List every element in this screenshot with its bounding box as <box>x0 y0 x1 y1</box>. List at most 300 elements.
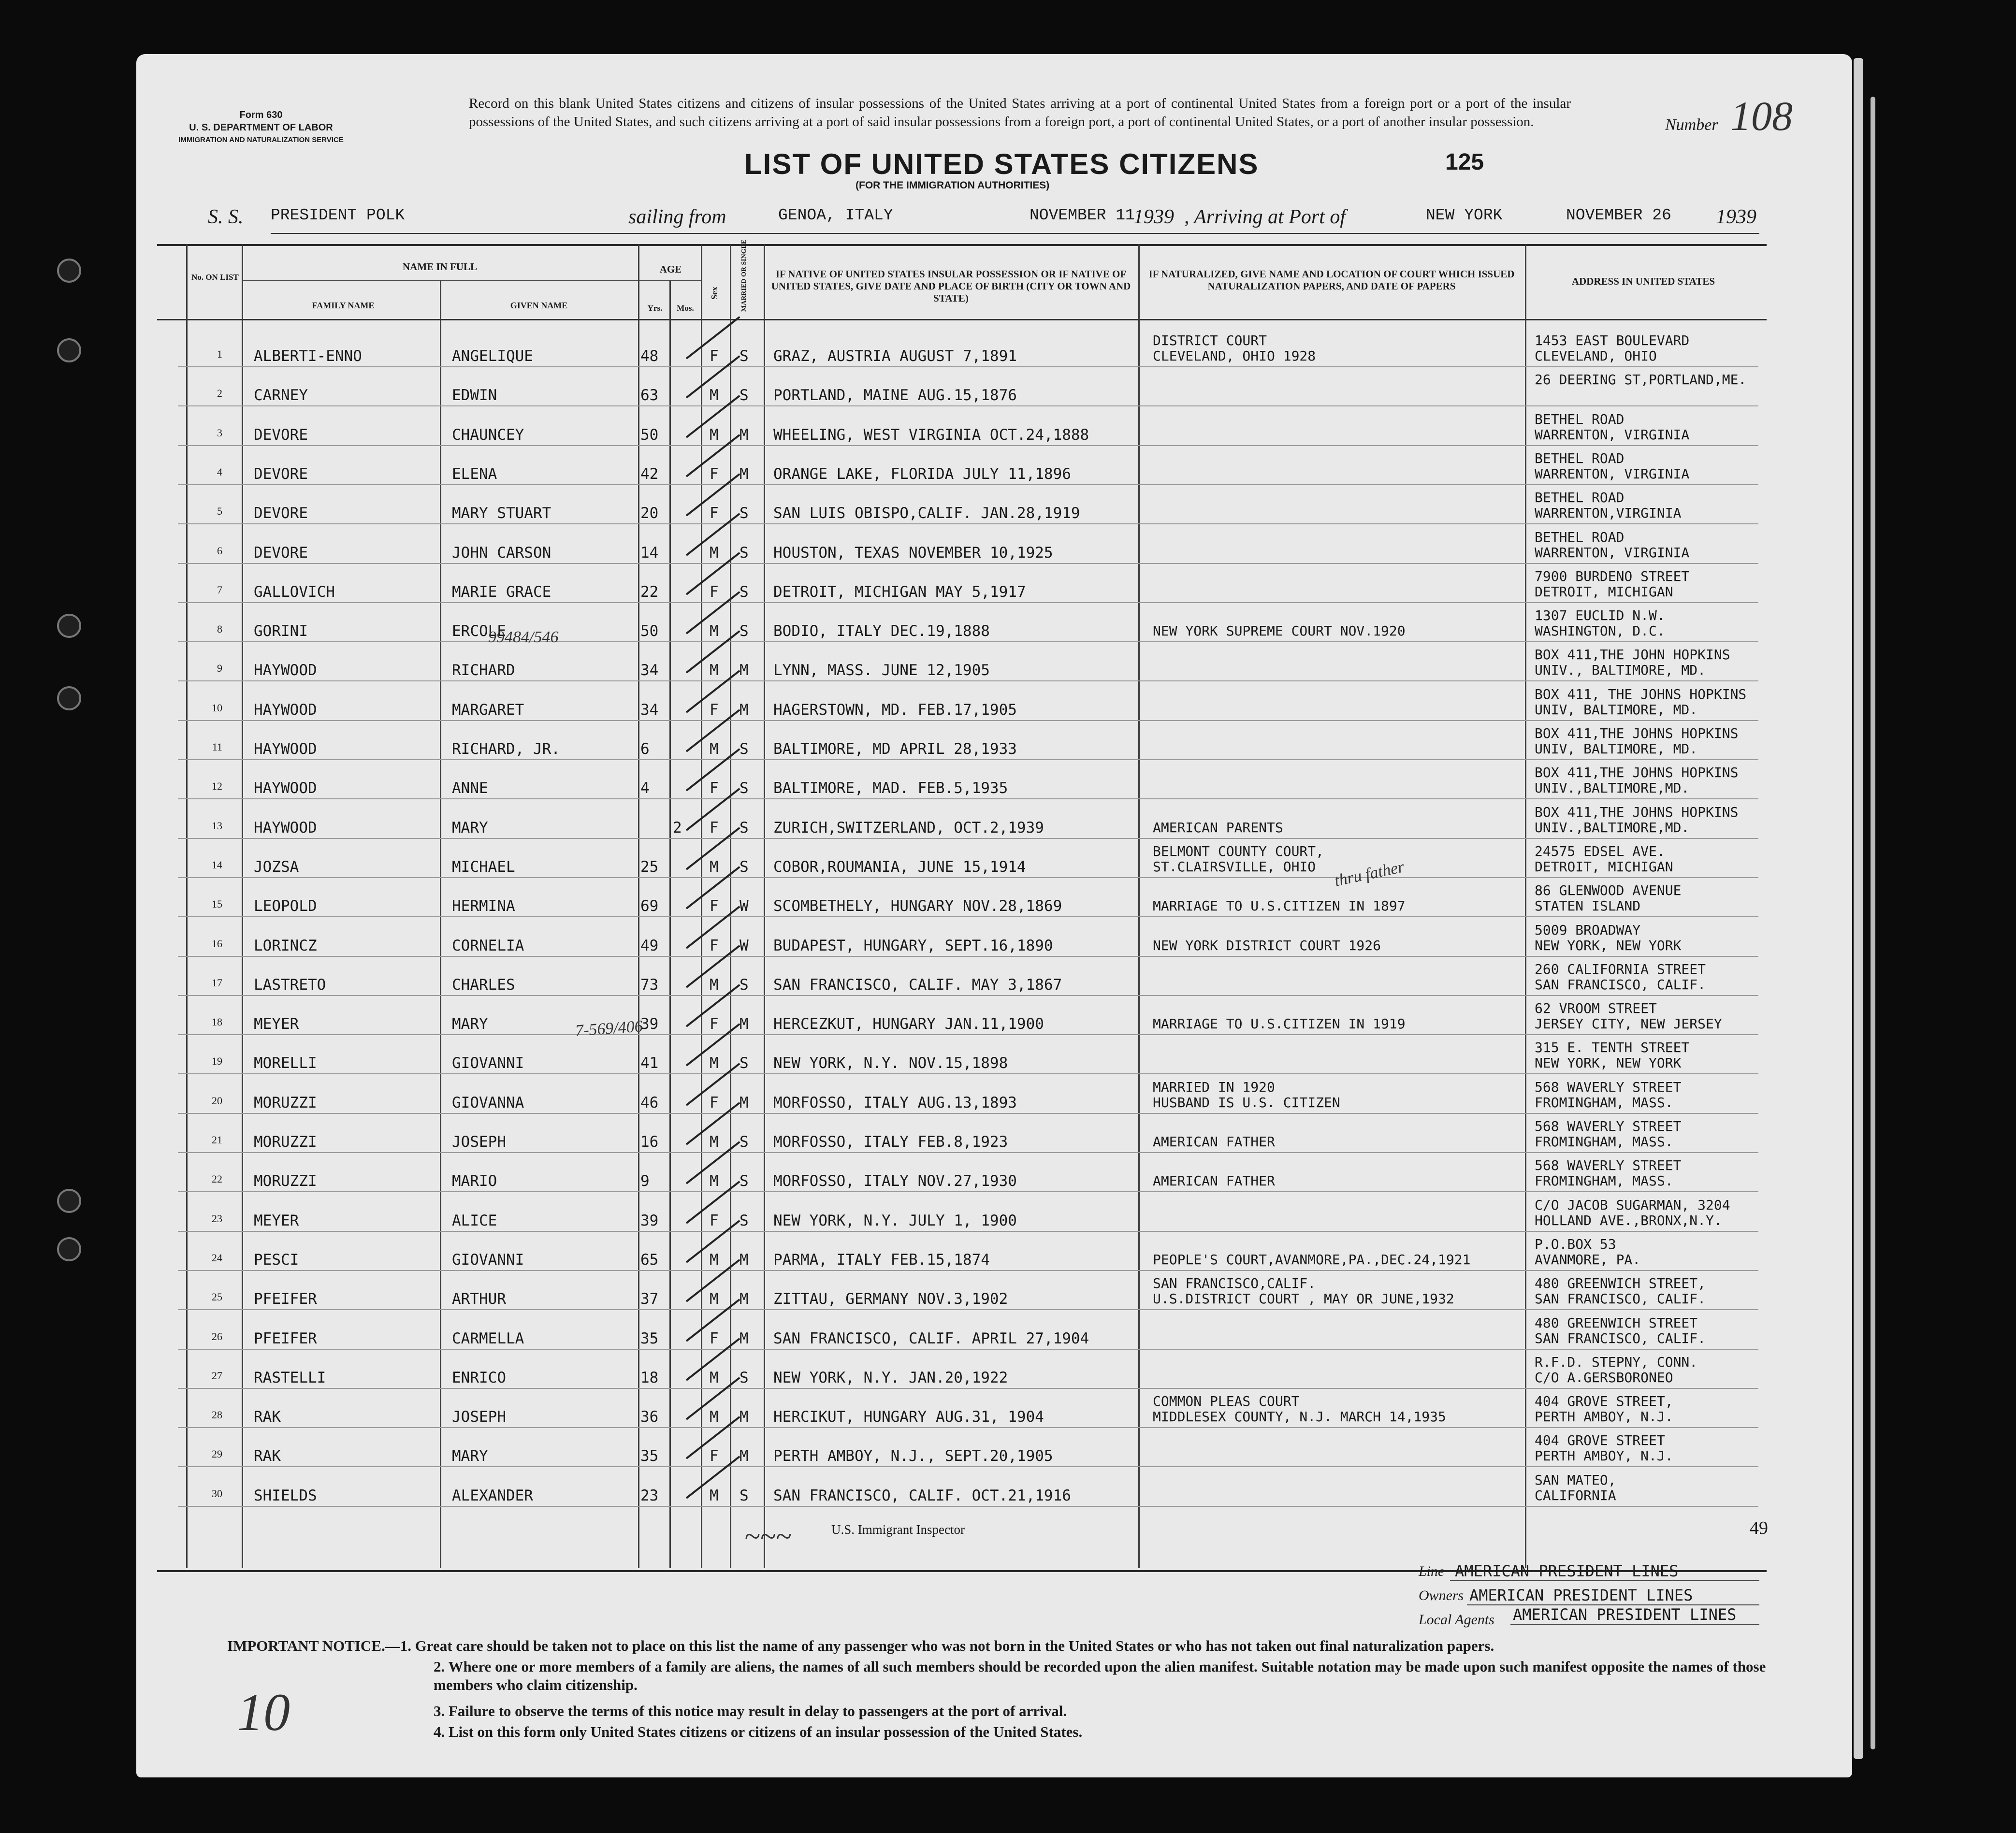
birth-place-date: NEW YORK, N.Y. NOV.15,1898 <box>773 1054 1008 1072</box>
address-line-2: WARRENTON,VIRGINIA <box>1535 505 1682 521</box>
age-years: 41 <box>640 1054 659 1072</box>
header-name-in-full: NAME IN FULL <box>402 261 477 273</box>
address-line-1: 315 E. TENTH STREET <box>1535 1039 1690 1055</box>
row-rule <box>178 1349 1758 1350</box>
row-rule <box>178 445 1758 446</box>
age-years: 69 <box>640 897 659 915</box>
age-years: 9 <box>640 1172 650 1190</box>
address-line-1: 404 GROVE STREET, <box>1535 1393 1673 1409</box>
binder-hole <box>57 259 81 283</box>
binder-hole <box>57 686 81 710</box>
row-number: 22 <box>212 1173 222 1185</box>
sex: F <box>710 505 719 522</box>
arrival-year: 1939 <box>1716 206 1756 228</box>
age-years: 6 <box>640 740 650 758</box>
age-years: 35 <box>640 1330 659 1347</box>
header-married: MARRIED OR SINGLE <box>740 239 748 312</box>
given-name: ARTHUR <box>452 1290 506 1308</box>
family-name: DEVORE <box>254 544 308 562</box>
row-rule <box>178 759 1758 760</box>
binder-hole <box>57 1189 81 1213</box>
given-name: ALEXANDER <box>452 1487 533 1504</box>
family-name: RAK <box>254 1447 281 1465</box>
form-number: Form 630 <box>239 110 283 120</box>
row-rule <box>178 1113 1758 1114</box>
row-number: 25 <box>212 1291 222 1303</box>
row-number: 20 <box>212 1095 222 1107</box>
family-name: RASTELLI <box>254 1369 326 1386</box>
sex: M <box>710 1133 719 1151</box>
family-name: GALLOVICH <box>254 583 335 601</box>
sex: F <box>710 1094 719 1111</box>
header-birth: IF NATIVE OF UNITED STATES INSULAR POSSESSION OR IF NATIVE OF UNITED STATES, GIVE DATE AND PLACE OF BIRTH (CITY OR TOWN AND STATE) <box>771 268 1131 304</box>
address-line-2: SAN FRANCISCO, CALIF. <box>1535 1291 1706 1307</box>
address-line-1: BETHEL ROAD <box>1535 529 1624 545</box>
naturalization-line-2: AMERICAN PARENTS <box>1153 820 1283 836</box>
row-rule <box>178 838 1758 839</box>
naturalization-line-1: BELMONT COUNTY COURT, <box>1153 843 1324 859</box>
row-rule <box>178 916 1758 917</box>
given-name: ANGELIQUE <box>452 347 533 365</box>
row-rule <box>178 956 1758 957</box>
given-name: GIOVANNI <box>452 1251 524 1269</box>
given-name: CHARLES <box>452 976 515 994</box>
departure-date: NOVEMBER 11 <box>1030 206 1135 224</box>
age-years: 39 <box>640 1212 659 1229</box>
row-number: 11 <box>212 741 222 753</box>
row-number: 8 <box>217 623 222 635</box>
row-rule <box>178 995 1758 996</box>
family-name: HAYWOOD <box>254 701 317 719</box>
page-subtitle: (FOR THE IMMIGRATION AUTHORITIES) <box>856 180 1050 191</box>
handwritten-annotation: 99484/546 <box>488 628 559 646</box>
family-name: PFEIFER <box>254 1330 317 1347</box>
sex: F <box>710 1212 719 1229</box>
header-family-name: FAMILY NAME <box>312 301 375 310</box>
address-line-1: 26 DEERING ST,PORTLAND,ME. <box>1535 372 1747 388</box>
address-line-1: BOX 411, THE JOHNS HOPKINS <box>1535 686 1747 702</box>
address-line-2: SAN FRANCISCO, CALIF. <box>1535 977 1706 993</box>
birth-place-date: WHEELING, WEST VIRGINIA OCT.24,1888 <box>773 426 1089 444</box>
given-name: ENRICO <box>452 1369 506 1386</box>
given-name: ELENA <box>452 465 497 483</box>
row-rule <box>178 366 1758 367</box>
line-label: Line <box>1419 1563 1445 1579</box>
given-name: JOSEPH <box>452 1408 506 1426</box>
marital-status: M <box>740 701 749 719</box>
notice-item: —1. Great care should be taken not to place on this list the name of any passenger who was not born in the United States or who has not taken out final naturalization papers. <box>385 1637 1494 1654</box>
birth-place-date: MORFOSSO, ITALY NOV.27,1930 <box>773 1172 1017 1190</box>
address-line-2: AVANMORE, PA. <box>1535 1252 1641 1268</box>
inspector-label: U.S. Immigrant Inspector <box>831 1522 965 1537</box>
address-line-1: 480 GREENWICH STREET, <box>1535 1275 1706 1291</box>
sex: F <box>710 937 719 954</box>
service: IMMIGRATION AND NATURALIZATION SERVICE <box>178 136 344 144</box>
address-line-1: 260 CALIFORNIA STREET <box>1535 961 1706 977</box>
naturalization-line-2: HUSBAND IS U.S. CITIZEN <box>1153 1095 1340 1111</box>
age-years: 46 <box>640 1094 659 1111</box>
handwritten-annotation: 7-569/406 <box>574 1017 643 1040</box>
naturalization-line-1: DISTRICT COURT <box>1153 332 1267 348</box>
naturalization-line-1: SAN FRANCISCO,CALIF. <box>1153 1275 1316 1291</box>
row-rule <box>178 720 1758 721</box>
binder-hole <box>57 614 81 638</box>
agents-label: Local Agents <box>1419 1612 1494 1628</box>
ship-name: PRESIDENT POLK <box>271 206 405 224</box>
address-line-1: BOX 411,THE JOHNS HOPKINS <box>1535 804 1739 820</box>
column-line <box>638 244 639 1568</box>
row-number: 29 <box>212 1448 222 1460</box>
naturalization-line-1: MARRIED IN 1920 <box>1153 1079 1275 1095</box>
address-line-2: NEW YORK, NEW YORK <box>1535 938 1682 953</box>
age-years: 34 <box>640 701 659 719</box>
family-name: HAYWOOD <box>254 779 317 797</box>
row-number: 13 <box>212 820 222 832</box>
page-title: LIST OF UNITED STATES CITIZENS <box>744 148 1259 180</box>
address-line-2: NEW YORK, NEW YORK <box>1535 1055 1682 1071</box>
family-name: PESCI <box>254 1251 299 1269</box>
family-name: MORUZZI <box>254 1172 317 1190</box>
naturalization-line-2: MIDDLESEX COUNTY, N.J. MARCH 14,1935 <box>1153 1409 1446 1425</box>
ss-label: S. S. <box>208 206 244 228</box>
age-years: 65 <box>640 1251 659 1269</box>
given-name: MICHAEL <box>452 858 515 876</box>
birth-place-date: PARMA, ITALY FEB.15,1874 <box>773 1251 990 1269</box>
given-name: MARY STUART <box>452 505 551 522</box>
birth-place-date: COBOR,ROUMANIA, JUNE 15,1914 <box>773 858 1026 876</box>
binder-hole <box>57 338 81 362</box>
marital-status: S <box>740 858 749 876</box>
family-name: DEVORE <box>254 465 308 483</box>
row-number: 26 <box>212 1330 222 1342</box>
age-years: 49 <box>640 937 659 954</box>
row-rule <box>178 1270 1758 1271</box>
family-name: MORUZZI <box>254 1133 317 1151</box>
marital-status: M <box>740 426 749 444</box>
address-line-1: 5009 BROADWAY <box>1535 922 1641 938</box>
row-rule <box>178 1427 1758 1428</box>
row-rule <box>178 1073 1758 1074</box>
arrival-date: NOVEMBER 26 <box>1566 206 1671 224</box>
row-number: 4 <box>217 466 222 478</box>
marital-status: S <box>740 1369 749 1386</box>
row-rule <box>178 1309 1758 1310</box>
age-years: 50 <box>640 426 659 444</box>
birth-place-date: LYNN, MASS. JUNE 12,1905 <box>773 662 990 679</box>
family-name: ALBERTI-ENNO <box>254 347 362 365</box>
address-line-2: PERTH AMBOY, N.J. <box>1535 1409 1673 1425</box>
birth-place-date: BODIO, ITALY DEC.19,1888 <box>773 622 990 640</box>
row-number: 5 <box>217 505 222 517</box>
row-number: 3 <box>217 427 222 439</box>
row-rule <box>178 1506 1758 1507</box>
marital-status: W <box>740 897 749 915</box>
list-number: 108 <box>1730 93 1793 139</box>
birth-place-date: ZITTAU, GERMANY NOV.3,1902 <box>773 1290 1008 1308</box>
birth-place-date: HOUSTON, TEXAS NOVEMBER 10,1925 <box>773 544 1053 562</box>
sex: M <box>710 1487 719 1504</box>
sex: M <box>710 544 719 562</box>
family-name: RAK <box>254 1408 281 1426</box>
marital-status: S <box>740 1133 749 1151</box>
row-rule <box>178 680 1758 681</box>
vessel-underline <box>271 233 1759 234</box>
address-line-2: FROMINGHAM, MASS. <box>1535 1095 1673 1111</box>
sex: M <box>710 662 719 679</box>
address-line-1: BETHEL ROAD <box>1535 450 1624 466</box>
paper-edge <box>1871 97 1875 1749</box>
row-rule <box>178 1191 1758 1192</box>
age-years: 50 <box>640 622 659 640</box>
notice-heading: IMPORTANT NOTICE. <box>227 1637 385 1654</box>
marital-status: M <box>740 1447 749 1465</box>
address-line-2: C/O A.GERSBORONEO <box>1535 1370 1673 1386</box>
row-number: 15 <box>212 898 222 910</box>
handwritten-annotation: thru father <box>1333 858 1406 890</box>
address-line-1: 86 GLENWOOD AVENUE <box>1535 882 1682 898</box>
birth-place-date: DETROIT, MICHIGAN MAY 5,1917 <box>773 583 1026 601</box>
given-name: ERCOLE <box>452 622 506 640</box>
notice-1 <box>227 1637 1822 1655</box>
sex: F <box>710 1330 719 1347</box>
sex: M <box>710 740 719 758</box>
row-rule <box>178 484 1758 485</box>
address-line-1: P.O.BOX 53 <box>1535 1236 1616 1252</box>
column-line <box>242 244 243 1568</box>
row-rule <box>178 1152 1758 1153</box>
sex: F <box>710 583 719 601</box>
address-line-2: WASHINGTON, D.C. <box>1535 623 1665 639</box>
age-years: 42 <box>640 465 659 483</box>
birth-place-date: HERCIKUT, HUNGARY AUG.31, 1904 <box>773 1408 1044 1426</box>
paper-edge <box>1854 58 1863 1759</box>
sex: F <box>710 465 719 483</box>
marital-status: S <box>740 583 749 601</box>
sex: M <box>710 1408 719 1426</box>
age-years: 34 <box>640 662 659 679</box>
page-number: 125 <box>1445 149 1484 175</box>
birth-place-date: SAN FRANCISCO, CALIF. APRIL 27,1904 <box>773 1330 1089 1347</box>
given-name: GIOVANNA <box>452 1094 524 1111</box>
marital-status: S <box>740 622 749 640</box>
family-name: HAYWOOD <box>254 819 317 837</box>
family-name: LORINCZ <box>254 937 317 954</box>
row-number: 30 <box>212 1487 222 1500</box>
row-rule <box>178 523 1758 524</box>
given-name: JOHN CARSON <box>452 544 551 562</box>
sex: F <box>710 819 719 837</box>
sex: F <box>710 779 719 797</box>
marital-status: M <box>740 1094 749 1111</box>
marital-status: S <box>740 387 749 404</box>
address-line-2: STATEN ISLAND <box>1535 898 1641 914</box>
sex: M <box>710 426 719 444</box>
marital-status: S <box>740 347 749 365</box>
age-years: 35 <box>640 1447 659 1465</box>
sex: M <box>710 1172 719 1190</box>
address-line-2: UNIV., BALTIMORE, MD. <box>1535 662 1706 678</box>
address-line-2: UNIV, BALTIMORE, MD. <box>1535 702 1698 718</box>
age-years: 48 <box>640 347 659 365</box>
address-line-2: WARRENTON, VIRGINIA <box>1535 427 1690 443</box>
notice-2: 2. Where one or more members of a family are aliens, the names of all such members should be recorded upon the alien manifest. Suitable notation may be made upon such manifest opposite the names of those members who claim citizenship. <box>434 1658 1766 1693</box>
marital-status: S <box>740 740 749 758</box>
instruction-note: Record on this blank United States citizens and citizens of insular possessions of the United States arriving at a port of continental United States from a foreign port or a port of the insular possessions of the United States, and such citizens arriving at a port of said insular possessions from a foreign port, a port of continental United States, or a port of another insular possession. <box>469 96 1571 130</box>
footer-underline <box>1510 1624 1759 1625</box>
age-years: 25 <box>640 858 659 876</box>
address-line-1: 1307 EUCLID N.W. <box>1535 607 1665 623</box>
address-line-1: 480 GREENWICH STREET <box>1535 1315 1698 1331</box>
birth-place-date: BALTIMORE, MAD. FEB.5,1935 <box>773 779 1008 797</box>
given-name: EDWIN <box>452 387 497 404</box>
given-name: MARGARET <box>452 701 524 719</box>
birth-place-date: SAN FRANCISCO, CALIF. OCT.21,1916 <box>773 1487 1071 1504</box>
address-line-1: C/O JACOB SUGARMAN, 3204 <box>1535 1197 1730 1213</box>
row-rule <box>178 405 1758 406</box>
birth-place-date: ORANGE LAKE, FLORIDA JULY 11,1896 <box>773 465 1071 483</box>
address-line-2: WARRENTON, VIRGINIA <box>1535 466 1690 482</box>
family-name: LEOPOLD <box>254 897 317 915</box>
birth-place-date: ZURICH,SWITZERLAND, OCT.2,1939 <box>773 819 1044 837</box>
number-label: Number <box>1665 116 1718 134</box>
given-name: MARY <box>452 819 488 837</box>
header-divider <box>242 280 701 281</box>
given-name: ANNE <box>452 779 488 797</box>
header-naturalized: IF NATURALIZED, GIVE NAME AND LOCATION OF COURT WHICH ISSUED NATURALIZATION PAPERS, AND DATE OF PAPERS <box>1148 268 1515 292</box>
naturalization-line-2: AMERICAN FATHER <box>1153 1134 1275 1150</box>
marital-status: S <box>740 1172 749 1190</box>
family-name: CARNEY <box>254 387 308 404</box>
address-line-1: BETHEL ROAD <box>1535 490 1624 505</box>
notice-3: 3. Failure to observe the terms of this notice may result in delay to passengers at the port of arrival. <box>434 1703 1067 1719</box>
row-number: 28 <box>212 1409 222 1421</box>
birth-place-date: BUDAPEST, HUNGARY, SEPT.16,1890 <box>773 937 1053 954</box>
given-name: MARIE GRACE <box>452 583 551 601</box>
sex: M <box>710 387 719 404</box>
birth-place-date: SCOMBETHELY, HUNGARY NOV.28,1869 <box>773 897 1062 915</box>
row-number: 16 <box>212 938 222 950</box>
given-name: MARIO <box>452 1172 497 1190</box>
address-line-1: 568 WAVERLY STREET <box>1535 1157 1682 1173</box>
marital-status: W <box>740 937 749 954</box>
row-number: 9 <box>217 662 222 674</box>
row-rule <box>178 1034 1758 1035</box>
sex: M <box>710 858 719 876</box>
row-number: 27 <box>212 1370 222 1382</box>
arrival-port: NEW YORK <box>1426 206 1503 224</box>
marital-status: M <box>740 1408 749 1426</box>
naturalization-line-2: NEW YORK SUPREME COURT NOV.1920 <box>1153 623 1406 639</box>
marital-status: S <box>740 779 749 797</box>
sailing-label: sailing from <box>628 206 726 228</box>
birth-place-date: MORFOSSO, ITALY AUG.13,1893 <box>773 1094 1017 1111</box>
column-line <box>186 244 188 1568</box>
row-rule <box>178 1231 1758 1232</box>
given-name: MARY <box>452 1015 488 1033</box>
sex: M <box>710 622 719 640</box>
owners-label: Owners <box>1419 1588 1464 1603</box>
row-number: 10 <box>212 702 222 714</box>
column-line <box>764 244 765 1568</box>
address-line-1: 62 VROOM STREET <box>1535 1000 1657 1016</box>
address-line-1: 7900 BURDENO STREET <box>1535 568 1690 584</box>
birth-place-date: HAGERSTOWN, MD. FEB.17,1905 <box>773 701 1017 719</box>
address-line-1: BOX 411,THE JOHNS HOPKINS <box>1535 765 1739 780</box>
column-line <box>1525 244 1526 1568</box>
address-line-1: BOX 411,THE JOHN HOPKINS <box>1535 647 1730 663</box>
address-line-1: R.F.D. STEPNY, CONN. <box>1535 1354 1698 1370</box>
row-number: 14 <box>212 859 222 871</box>
given-name: RICHARD, JR. <box>452 740 560 758</box>
birth-place-date: SAN LUIS OBISPO,CALIF. JAN.28,1919 <box>773 505 1080 522</box>
birth-place-date: NEW YORK, N.Y. JAN.20,1922 <box>773 1369 1008 1386</box>
age-years: 18 <box>640 1369 659 1386</box>
given-name: MARY <box>452 1447 488 1465</box>
family-name: LASTRETO <box>254 976 326 994</box>
marital-status: S <box>740 544 749 562</box>
departure-year: 1939 <box>1133 206 1174 228</box>
naturalization-line-2: ST.CLAIRSVILLE, OHIO <box>1153 859 1316 875</box>
footer-underline <box>1450 1580 1759 1581</box>
age-months: 2 <box>673 819 682 837</box>
family-name: MEYER <box>254 1015 299 1033</box>
address-line-2: DETROIT, MICHIGAN <box>1535 859 1673 875</box>
form-identifier <box>174 109 348 146</box>
given-name: ALICE <box>452 1212 497 1229</box>
row-number: 18 <box>212 1016 222 1028</box>
marital-status: S <box>740 505 749 522</box>
notice-4: 4. List on this form only United States citizens or citizens of an insular possession of the United States. <box>434 1723 1083 1740</box>
birth-place-date: PERTH AMBOY, N.J., SEPT.20,1905 <box>773 1447 1053 1465</box>
address-line-2: CLEVELAND, OHIO <box>1535 348 1657 364</box>
family-name: SHIELDS <box>254 1487 317 1504</box>
row-rule <box>178 563 1758 564</box>
marital-status: M <box>740 465 749 483</box>
family-name: MORELLI <box>254 1054 317 1072</box>
marital-status: M <box>740 1251 749 1269</box>
marital-status: S <box>740 1212 749 1229</box>
arriving-label: , Arriving at Port of <box>1184 206 1346 228</box>
vessel-line <box>208 205 1755 234</box>
birth-place-date: PORTLAND, MAINE AUG.15,1876 <box>773 387 1017 404</box>
family-name: GORINI <box>254 622 308 640</box>
age-years: 36 <box>640 1408 659 1426</box>
address-line-2: CALIFORNIA <box>1535 1487 1616 1503</box>
sex: M <box>710 1369 719 1386</box>
header-age: AGE <box>659 263 682 275</box>
header-sex: Sex <box>710 287 719 300</box>
total-count: 49 <box>1750 1518 1768 1538</box>
sex: F <box>710 1015 719 1033</box>
row-rule <box>178 798 1758 799</box>
row-rule <box>178 641 1758 642</box>
column-line <box>440 280 441 1568</box>
family-name: PFEIFER <box>254 1290 317 1308</box>
header-given-name: GIVEN NAME <box>510 301 568 310</box>
family-name: MORUZZI <box>254 1094 317 1111</box>
row-number: 6 <box>217 545 222 557</box>
row-number: 12 <box>212 780 222 792</box>
row-number: 17 <box>212 977 222 989</box>
agents-value: AMERICAN PRESIDENT LINES <box>1513 1605 1737 1624</box>
sex: F <box>710 347 719 365</box>
header-no: No. ON LIST <box>191 273 239 282</box>
age-years: 16 <box>640 1133 659 1151</box>
row-number: 19 <box>212 1055 222 1067</box>
birth-place-date: HERCEZKUT, HUNGARY JAN.11,1900 <box>773 1015 1044 1033</box>
row-number: 24 <box>212 1252 222 1264</box>
address-line-1: BETHEL ROAD <box>1535 411 1624 427</box>
